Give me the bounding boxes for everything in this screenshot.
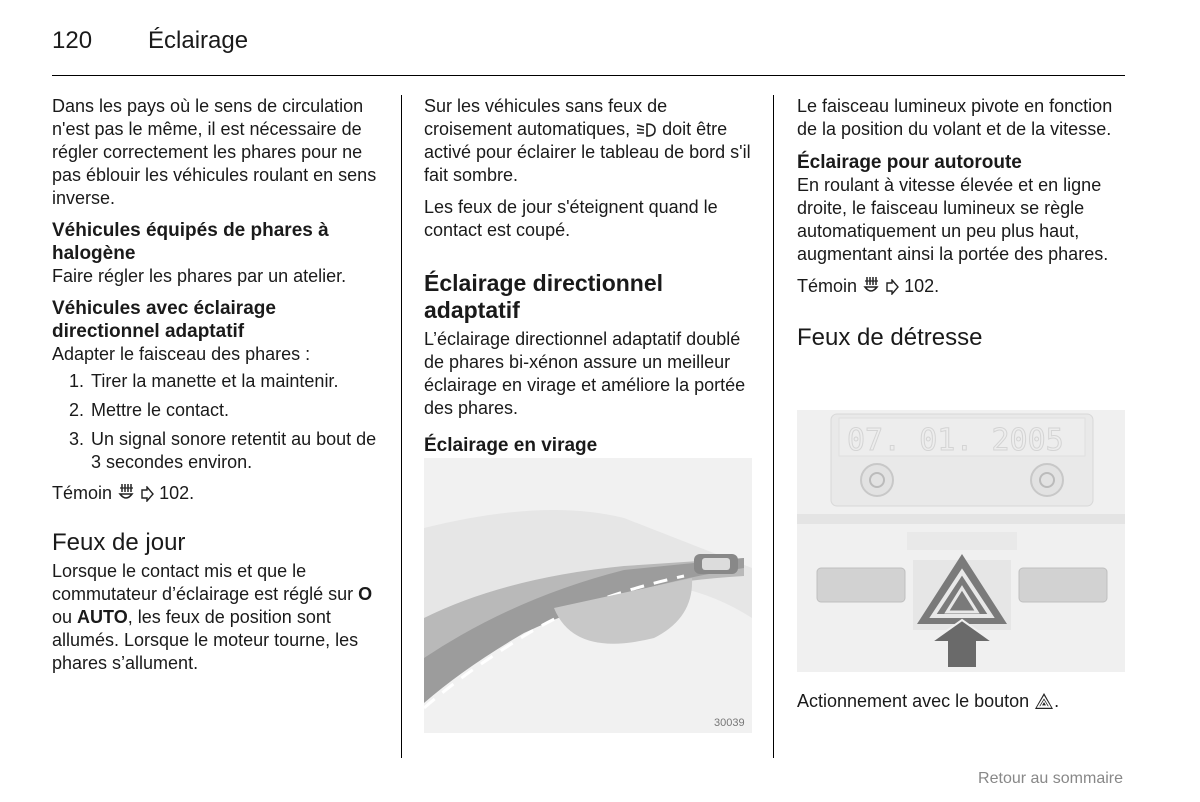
column-divider	[773, 95, 774, 758]
column-2	[424, 95, 754, 457]
autoroute-paragraph: En roulant à vitesse élevée et en ligne droite, le faisceau lumineux se règle automatiquement un peu plus haut, augmentant ainsi la portée des phares.	[797, 175, 1109, 264]
knob-right-icon	[1031, 464, 1063, 496]
pivot-paragraph: Le faisceau lumineux pivote en fonction de la position du volant et de la vitesse.	[797, 96, 1113, 139]
hazard-button-drawing	[797, 410, 1125, 672]
list-item: 3. Un signal sonore retentit au bout de 3 secondes environ.	[68, 429, 377, 472]
header-rule	[52, 75, 1125, 76]
page-reference-icon	[885, 279, 899, 295]
clock-display-text: 07. 01. 2005	[847, 423, 1064, 458]
column-1	[52, 95, 382, 684]
headlight-range-icon	[862, 275, 880, 295]
column-divider	[401, 95, 402, 758]
directionnel-paragraph: L’éclairage directionnel adaptatif doublé de phares bi-xénon assure un meilleur éclairage en virage et améliore la portée des phares.	[424, 329, 746, 418]
halogene-paragraph: Faire régler les phares par un atelier.	[52, 266, 347, 286]
temoin-line-2: Témoin 102.	[797, 276, 940, 296]
intro-paragraph: Dans les pays où le sens de circulation n'est pas le même, il est nécessaire de régler correctement les phares pour ne pas éblouir les véhicules roulant en sens inverse.	[52, 96, 377, 208]
list-item: 2. Mettre le contact.	[68, 400, 230, 420]
page-reference-icon	[140, 486, 154, 502]
list-item: 1. Tirer la manette et la maintenir.	[68, 371, 339, 391]
page-header	[52, 24, 248, 58]
cornering-light-drawing	[424, 458, 752, 733]
figure-number: 30039	[714, 717, 745, 729]
low-beam-icon	[635, 122, 657, 138]
column-3	[797, 95, 1127, 355]
knob-left-icon	[861, 464, 893, 496]
heading-adaptatif: Véhicules avec éclairage directionnel adaptatif	[52, 298, 276, 342]
feux-de-jour-paragraph: Lorsque le contact mis et que le commutateur d’éclairage est réglé sur O ou AUTO, les feux de position sont allumés. Lorsque le moteur tourne, les phares s’allument.	[52, 561, 373, 673]
sans-feux-paragraph: Sur les véhicules sans feux de croisement automatiques, doit être activé pour éclairer le tableau de bord s'il fait sombre.	[424, 96, 751, 185]
hazard-button-illustration	[797, 410, 1125, 672]
heading-directionnel: Éclairage directionnel adaptatif	[424, 270, 664, 323]
heading-halogene: Véhicules équipés de phares à halogène	[52, 220, 329, 264]
hazard-caption: Actionnement avec le bouton .	[797, 691, 1060, 711]
adaptatif-paragraph: Adapter le faisceau des phares :	[52, 344, 311, 364]
heading-virage: Éclairage en virage	[424, 435, 598, 456]
temoin-line: Témoin 102.	[52, 483, 195, 503]
back-to-contents-link[interactable]: Retour au sommaire	[978, 770, 1123, 787]
steps-list	[52, 370, 382, 474]
heading-detresse: Feux de détresse	[797, 324, 983, 351]
cornering-light-illustration	[424, 458, 752, 733]
headlight-range-icon	[117, 482, 135, 502]
heading-feux-de-jour: Feux de jour	[52, 529, 186, 556]
page-number: 120	[52, 27, 93, 54]
heading-autoroute: Éclairage pour autoroute	[797, 152, 1022, 173]
page-title: Éclairage	[148, 27, 249, 54]
hazard-warning-icon	[1034, 692, 1054, 710]
eteignent-paragraph: Les feux de jour s'éteignent quand le contact est coupé.	[424, 197, 718, 240]
